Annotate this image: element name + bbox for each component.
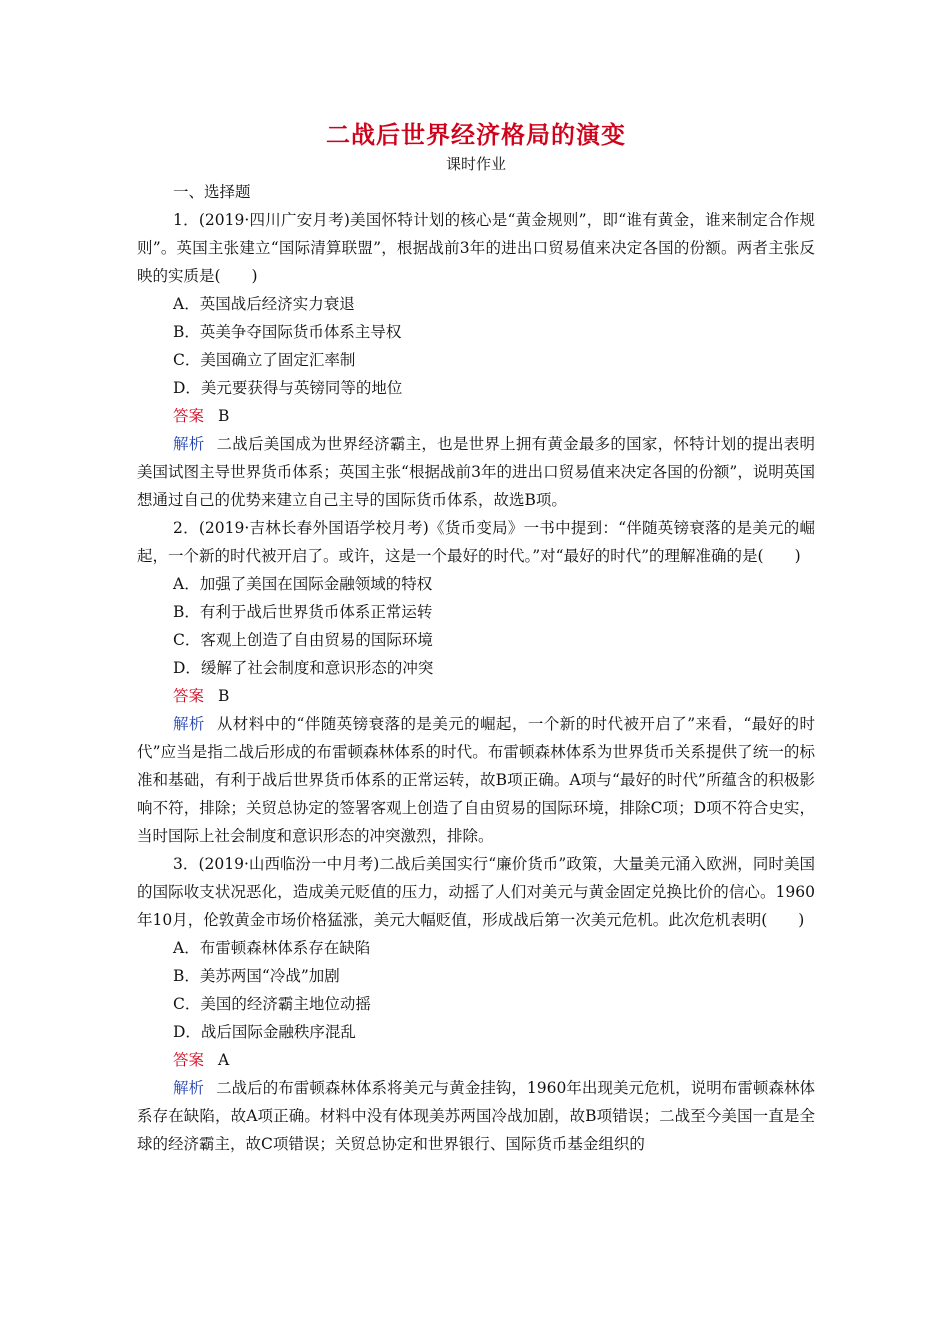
option-a: A．英国战后经济实力衰退 [173,295,355,313]
option-b: B．英美争夺国际货币体系主导权 [173,323,402,341]
option-c: C．美国的经济霸主地位动摇 [173,995,371,1013]
explanation [137,1074,815,1158]
answer-line [137,1046,815,1074]
explanation-text: 二战后的布雷顿森林体系将美元与黄金挂钩，1960年出现美元危机，说明布雷顿森林体系存在缺陷，故A项正确。材料中没有体现美苏两国冷战加剧，故B项错误；二战至今美国一直是全球的经济霸主，故C项错误；关贸总协定和世界银行、国际货币基金组织的 [137,1079,815,1153]
option-d: D．战后国际金融秩序混乱 [173,1023,356,1041]
document-page [137,118,815,1158]
question-stem: 1．(2019·四川广安月考)美国怀特计划的核心是“黄金规则”，即“谁有黄金，谁来制定合作规则”。英国主张建立“国际清算联盟”，根据战前3年的进出口贸易值来决定各国的份额。两者主张反映的实质是( ) [137,211,815,285]
document-title: 二战后世界经济格局的演变 [326,120,626,149]
option-a: A．加强了美国在国际金融领域的特权 [173,575,433,593]
option-d: D．美元要获得与英镑同等的地位 [173,379,403,397]
answer-label: 答案 [173,1051,205,1069]
option-b: B．有利于战后世界货币体系正常运转 [173,603,433,621]
explanation-label: 解析 [173,435,205,453]
document-subtitle: 课时作业 [445,155,506,173]
answer-label: 答案 [173,407,205,425]
explanation [137,710,815,850]
option-c: C．客观上创造了自由贸易的国际环境 [173,631,433,649]
question-2 [137,514,815,850]
explanation-text: 从材料中的“伴随英镑衰落的是美元的崛起，一个新的时代被开启了”来看，“最好的时代”应当是指二战后形成的布雷顿森林体系的时代。布雷顿森林体系为世界货币关系提供了统一的标准和基础，有利于战后世界货币体系的正常运转，故B项正确。A项与“最好的时代”所蕴含的积极影响不符，排除；关贸总协定的签署客观上创造了自由贸易的国际环境，排除C项；D项不符合史实，当时国际上社会制度和意识形态的冲突激烈，排除。 [137,715,815,845]
question-3 [137,850,815,1158]
question-1 [137,206,815,514]
explanation-text: 二战后美国成为世界经济霸主，也是世界上拥有黄金最多的国家，怀特计划的提出表明美国试图主导世界货币体系；英国主张“根据战前3年的进出口贸易值来决定各国的份额”，说明英国想通过自己的优势来建立自己主导的国际货币体系，故选B项。 [137,435,815,509]
question-stem: 2．(2019·吉林长春外国语学校月考)《货币变局》一书中提到：“伴随英镑衰落的是美元的崛起，一个新的时代被开启了。或许，这是一个最好的时代。”对“最好的时代”的理解准确的是( ) [137,519,815,565]
explanation [137,430,815,514]
question-stem: 3．(2019·山西临汾一中月考)二战后美国实行“廉价货币”政策，大量美元涌入欧洲，同时美国的国际收支状况恶化，造成美元贬值的压力，动摇了人们对美元与黄金固定兑换比价的信心。1960年10月，伦敦黄金市场价格猛涨，美元大幅贬值，形成战后第一次美元危机。此次危机表明( ) [137,855,815,929]
answer-label: 答案 [173,687,205,705]
section-heading: 一、选择题 [173,183,251,201]
answer-value: A [218,1051,230,1069]
option-b: B．美苏两国“冷战”加剧 [173,967,340,985]
answer-value: B [218,687,230,705]
option-d: D．缓解了社会制度和意识形态的冲突 [173,659,434,677]
explanation-label: 解析 [173,1079,205,1097]
option-a: A．布雷顿森林体系存在缺陷 [173,939,371,957]
answer-line [137,682,815,710]
answer-line [137,402,815,430]
answer-value: B [218,407,230,425]
option-c: C．美国确立了固定汇率制 [173,351,356,369]
explanation-label: 解析 [173,715,205,733]
